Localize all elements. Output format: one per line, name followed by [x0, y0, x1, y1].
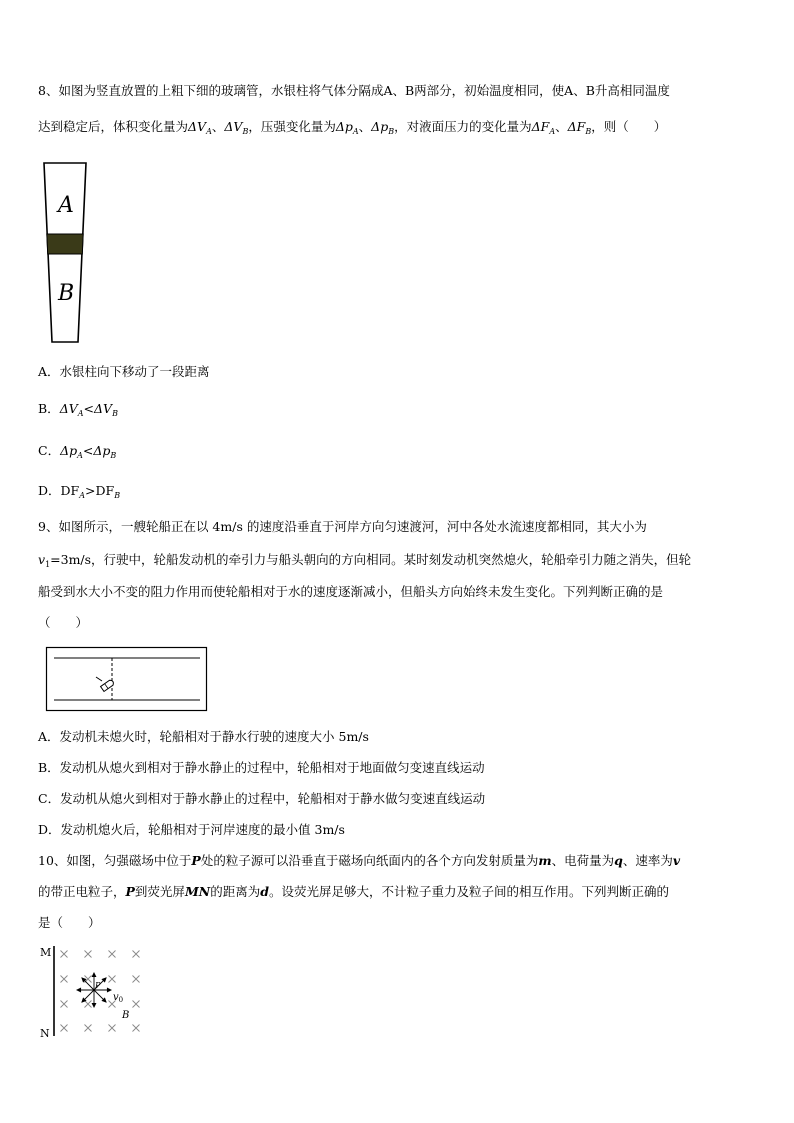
q10-text: 10、如图，匀强磁场中位于: [38, 853, 192, 868]
q8-sub-a: A: [77, 451, 83, 460]
q8-option-d[interactable]: [38, 482, 764, 505]
arrow-head: [92, 1003, 95, 1007]
q8-dpB: Δp: [93, 443, 111, 458]
q8-text: ，压强变化量为: [248, 119, 336, 134]
q10-m: m: [538, 853, 552, 868]
field-cross: [85, 1001, 92, 1008]
q9-stem-line1: 9、如图所示，一艘轮船正在以 4m/s 的速度沿垂直于河岸方向匀速渡河，河中各处水流速度都相同，其大小为: [38, 519, 647, 534]
v0-label: [113, 992, 123, 1004]
q9-option-c[interactable]: C．发动机从熄火到相对于静水静止的过程中，轮船相对于静水做匀变速直线运动: [38, 791, 486, 806]
field-cross: [133, 1001, 140, 1008]
gas-a-label: A: [58, 193, 74, 218]
q10-stem-line1: [38, 852, 764, 870]
q8-sub-b: B: [388, 127, 395, 136]
q10-d: d: [260, 884, 269, 899]
q8-dpA: Δp: [60, 443, 78, 458]
q10-text: 的带正电粒子，: [38, 884, 126, 899]
option-letter: C．: [38, 443, 61, 458]
mercury-column: [47, 234, 83, 254]
option-letter: D．: [38, 483, 61, 498]
q8-sub-a: A: [206, 127, 212, 136]
q10-text: 。设荧光屏足够大，不计粒子重力及粒子间的相互作用。下列判断正确的: [268, 884, 669, 899]
q8-sub-b: B: [110, 451, 117, 460]
field-cross: [109, 951, 116, 958]
q8-option-a[interactable]: A．水银柱向下移动了一段距离: [38, 364, 210, 379]
q8-DFA: DF: [60, 483, 80, 498]
q8-sep: 、: [555, 119, 568, 134]
q8-dVB: ΔV: [224, 119, 243, 134]
q8-dpB: Δp: [371, 119, 389, 134]
option-letter: B．: [38, 401, 60, 416]
relation-op: <: [83, 401, 95, 416]
q9-option-d[interactable]: D．发动机熄火后，轮船相对于河岸速度的最小值 3m/s: [38, 822, 345, 837]
q8-sub-b: B: [585, 127, 592, 136]
q8-dVA: ΔV: [188, 119, 207, 134]
gas-b-label: B: [58, 281, 75, 306]
q9-stem-line3: 船受到水大小不变的阻力作用而使轮船相对于水的速度逐渐减小，但船头方向始终未发生变化。下列判断正确的是: [38, 584, 664, 599]
field-cross: [85, 1025, 92, 1032]
q10-stem-line3: 是（ ）: [38, 915, 101, 930]
q8-stem-line2: [38, 118, 764, 141]
q8-DFB: DF: [95, 483, 115, 498]
q9-text: =3m/s，行驶中，轮船发动机的牵引力与船头朝向的方向相同。某时刻发动机突然熄火，轮船牵引力随之消失，但轮: [50, 552, 692, 567]
field-cross: [61, 1001, 68, 1008]
q10-text: 的距离为: [210, 884, 261, 899]
q9-stem-line4: （ ）: [38, 615, 89, 630]
field-cross: [85, 951, 92, 958]
q8-option-c[interactable]: [38, 442, 764, 465]
q9-river-figure: [46, 647, 208, 712]
q8-text: ，则（ ）: [591, 119, 667, 134]
v0-symbol: v: [113, 992, 119, 1003]
field-cross: [133, 951, 140, 958]
q8-sep: 、: [358, 119, 372, 134]
field-cross: [109, 976, 116, 983]
q10-text: 到荧光屏: [134, 884, 185, 899]
q8-dFB: ΔF: [567, 119, 586, 134]
q9-v1: v: [38, 552, 46, 567]
relation-op: >: [85, 483, 96, 498]
arrow-head: [107, 988, 111, 991]
q8-sub-a: A: [549, 127, 556, 136]
source-p-label: P: [95, 981, 101, 990]
q9-option-a[interactable]: A．发动机未熄火时，轮船相对于静水行驶的速度大小 5m/s: [38, 729, 369, 744]
q8-sub-b: B: [112, 409, 118, 418]
field-b-label: B: [122, 1010, 130, 1021]
q8-dFA: ΔF: [531, 119, 550, 134]
q8-sub-b: B: [114, 491, 121, 500]
q8-text: ，对液面压力的变化量为: [394, 119, 532, 134]
q10-text: 处的粒子源可以沿垂直于磁场向纸面内的各个方向发射质量为: [200, 853, 539, 868]
screen-label-n: N: [40, 1027, 50, 1040]
q8-dpA: Δp: [335, 119, 353, 134]
q10-q: q: [614, 853, 623, 868]
q8-sep: 、: [211, 119, 225, 134]
q9-v1-sub: 1: [45, 560, 51, 569]
q8-stem-line1: 8、如图为竖直放置的上粗下细的玻璃管，水银柱将气体分隔成A、B两部分，初始温度相同，使A、B升高相同温度: [38, 83, 670, 98]
field-cross: [109, 1025, 116, 1032]
field-cross: [61, 951, 68, 958]
figure-frame: [47, 648, 207, 711]
q10-field-figure: [40, 942, 160, 1042]
q8-sub-b: B: [242, 127, 249, 136]
q10-stem-line2: [38, 883, 764, 901]
v0-subscript: 0: [118, 996, 124, 1004]
field-cross: [61, 1025, 68, 1032]
q8-option-b[interactable]: [38, 400, 764, 423]
q8-sub-a: A: [352, 127, 359, 136]
screen-label-m: M: [40, 946, 52, 959]
q10-text: 、电荷量为: [551, 853, 615, 868]
q10-MN: MN: [184, 884, 211, 899]
q8-tube-figure: [40, 160, 90, 345]
field-cross: [133, 976, 140, 983]
q9-option-b[interactable]: B．发动机从熄火到相对于静水静止的过程中，轮船相对于地面做匀变速直线运动: [38, 760, 485, 775]
q8-text: 达到稳定后，体积变化量为: [38, 119, 189, 134]
q10-P: P: [125, 884, 135, 899]
q10-v: v: [672, 853, 681, 868]
field-cross: [133, 1025, 140, 1032]
arrow-head: [92, 973, 95, 977]
q10-text: 、速率为: [622, 853, 673, 868]
relation-op: <: [82, 443, 94, 458]
q9-stem-line2: [38, 551, 764, 574]
velocity-arrows: [77, 973, 111, 1007]
q8-sub-a: A: [77, 409, 84, 418]
q8-dVB: ΔV: [94, 401, 113, 416]
arrow-head: [77, 988, 81, 991]
q10-P: P: [191, 853, 201, 868]
q8-dVA: ΔV: [59, 401, 78, 416]
q8-sub-a: A: [79, 491, 86, 500]
field-cross: [61, 976, 68, 983]
